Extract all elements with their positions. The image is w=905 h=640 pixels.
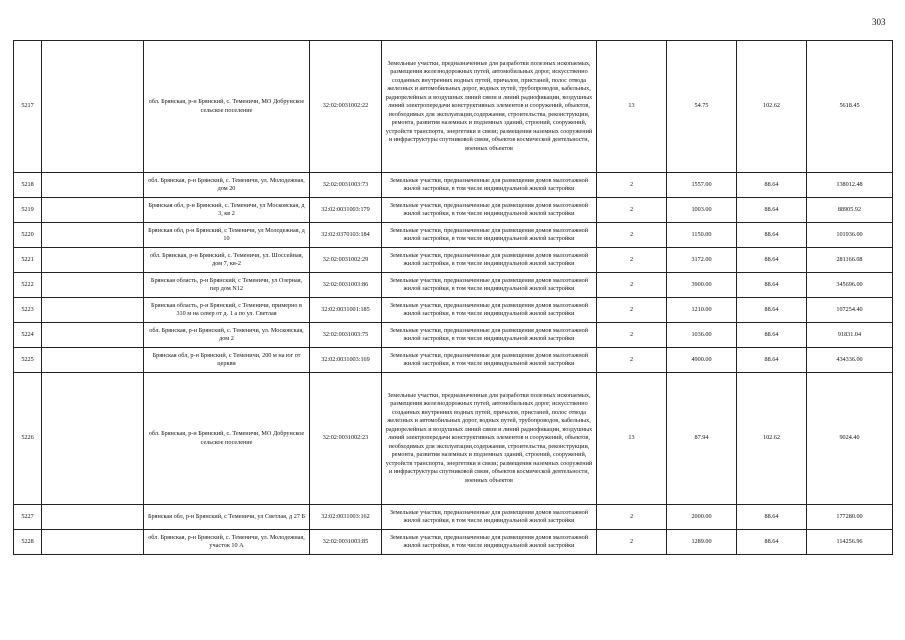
- rate-cell: 88.64: [737, 298, 807, 323]
- land-purpose-cell: Земельные участки, предназначенные для размещения домов малоэтажной жилой застройки, в том числе индивидуальной жилой застройки: [382, 505, 597, 530]
- row-number: 5217: [14, 41, 42, 173]
- cadastral-number-cell: 32:02:0031003:85: [310, 530, 382, 555]
- table-row: [14, 273, 893, 298]
- row-number: 5218: [14, 173, 42, 198]
- land-purpose-cell: Земельные участки, предназначенные для размещения домов малоэтажной жилой застройки, в том числе индивидуальной жилой застройки: [382, 348, 597, 373]
- row-number: 5222: [14, 273, 42, 298]
- land-register-table: [13, 40, 893, 555]
- land-purpose-cell: Земельные участки, предназначенные для разработки полезных ископаемых, размещения железнодорожных путей, автомобильных дорог, искусственно созданных внутренних водных путей, причалов, пристаней, полос отвода железных и автомобильных дорог, водных путей, трубопроводов, кабельных, радиорелейных и воздушных линий связи и линий радиофикации, воздушных линий электропередачи конструктивных элементов и сооружений, объектов, необходимых для эксплуатации,содержания, строительства, реконструкции, ремонта, развития наземных и подземных зданий, строений, сооружений, устройств транспорта, энергетики и связи; размещения наземных сооружений и инфраструктуры спутниковой связи, объектов космической деятельности, военных объектов: [382, 41, 597, 173]
- area-cell: 4900.00: [667, 348, 737, 373]
- rate-cell: 88.64: [737, 248, 807, 273]
- rate-cell: 88.64: [737, 273, 807, 298]
- area-cell: 1289.00: [667, 530, 737, 555]
- area-cell: 1210.00: [667, 298, 737, 323]
- category-code-cell: 2: [597, 348, 667, 373]
- blank-cell: [42, 373, 144, 505]
- area-cell: 54.75: [667, 41, 737, 173]
- row-number: 5223: [14, 298, 42, 323]
- row-number: 5227: [14, 505, 42, 530]
- row-number: 5220: [14, 223, 42, 248]
- blank-cell: [42, 505, 144, 530]
- table-row: [14, 41, 893, 173]
- blank-cell: [42, 198, 144, 223]
- table-row: [14, 298, 893, 323]
- area-cell: 1003.00: [667, 198, 737, 223]
- address-cell: Брянская область, р-н Брянский, с Теменичи, примерно в 310 м на север от д. 1 а по ул. Светлая: [144, 298, 310, 323]
- address-cell: обл. Брянская, р-н Брянский, с. Теменичи, МО Добрунское сельское поселение: [144, 41, 310, 173]
- page-number: 303: [872, 17, 886, 27]
- area-cell: 3900.00: [667, 273, 737, 298]
- table-row: [14, 348, 893, 373]
- category-code-cell: 2: [597, 323, 667, 348]
- address-cell: Брянская обл, р-н Брянский, с. Теменичи, ул Московская, д 3, кв 2: [144, 198, 310, 223]
- category-code-cell: 2: [597, 298, 667, 323]
- table-row: [14, 323, 893, 348]
- table-row: [14, 505, 893, 530]
- address-cell: обл. Брянская, р-н Брянский, с. Теменичи, ул. Московская, дом 2: [144, 323, 310, 348]
- blank-cell: [42, 223, 144, 248]
- address-cell: Брянская обл, р-н Брянский, с Теменичи, 200 м на юг от церкви: [144, 348, 310, 373]
- category-code-cell: 2: [597, 273, 667, 298]
- blank-cell: [42, 248, 144, 273]
- address-cell: Брянская обл, р-н Брянский, с Теменичи, ул Светлая, д 27 Б: [144, 505, 310, 530]
- cadastral-number-cell: 32:02:0031003:75: [310, 323, 382, 348]
- category-code-cell: 2: [597, 173, 667, 198]
- area-cell: 1036.00: [667, 323, 737, 348]
- cadastral-number-cell: 32:02:0031003:162: [310, 505, 382, 530]
- row-number: 5226: [14, 373, 42, 505]
- land-purpose-cell: Земельные участки, предназначенные для размещения домов малоэтажной жилой застройки, в том числе индивидуальной жилой застройки: [382, 173, 597, 198]
- cadastral-value-cell: 281166.08: [807, 248, 893, 273]
- category-code-cell: 2: [597, 530, 667, 555]
- category-code-cell: 2: [597, 505, 667, 530]
- land-purpose-cell: Земельные участки, предназначенные для размещения домов малоэтажной жилой застройки, в том числе индивидуальной жилой застройки: [382, 323, 597, 348]
- blank-cell: [42, 41, 144, 173]
- cadastral-number-cell: 32:02:0031002:23: [310, 373, 382, 505]
- blank-cell: [42, 323, 144, 348]
- rate-cell: 88.64: [737, 505, 807, 530]
- cadastral-number-cell: 32:02:0031003:179: [310, 198, 382, 223]
- blank-cell: [42, 173, 144, 198]
- cadastral-value-cell: 9024.40: [807, 373, 893, 505]
- area-cell: 1557.00: [667, 173, 737, 198]
- land-purpose-cell: Земельные участки, предназначенные для разработки полезных ископаемых, размещения железнодорожных путей, автомобильных дорог, искусственно созданных внутренних водных путей, причалов, пристаней, полос отвода железных и автомобильных дорог, водных путей, трубопроводов, кабельных, радиорелейных и воздушных линий связи и линий радиофикации, воздушных линий электропередачи конструктивных элементов и сооружений, объектов, необходимых для эксплуатации,содержания, строительства, реконструкции, ремонта, развития наземных и подземных зданий, строений, сооружений, устройств транспорта, энергетики и связи; размещения наземных сооружений и инфраструктуры спутниковой связи, объектов космической деятельности, военных объектов: [382, 373, 597, 505]
- cadastral-number-cell: 32:02:0031002:22: [310, 41, 382, 173]
- address-cell: обл. Брянская, р-н Брянский, с. Теменичи, ул. Молодежная, дом 20: [144, 173, 310, 198]
- address-cell: Брянская обл, р-н Брянский, с Теменичи, ул Молодежная, д 10: [144, 223, 310, 248]
- address-cell: обл. Брянская, р-н Брянский, с. Теменичи, ул. Молодежная, участок 10 А: [144, 530, 310, 555]
- table-row: [14, 223, 893, 248]
- cadastral-number-cell: 32:02:0370103:184: [310, 223, 382, 248]
- cadastral-value-cell: 91831.04: [807, 323, 893, 348]
- row-number: 5225: [14, 348, 42, 373]
- row-number: 5219: [14, 198, 42, 223]
- land-purpose-cell: Земельные участки, предназначенные для размещения домов малоэтажной жилой застройки, в том числе индивидуальной жилой застройки: [382, 198, 597, 223]
- category-code-cell: 2: [597, 248, 667, 273]
- category-code-cell: 13: [597, 41, 667, 173]
- area-cell: 3172.00: [667, 248, 737, 273]
- area-cell: 2000.00: [667, 505, 737, 530]
- blank-cell: [42, 530, 144, 555]
- cadastral-value-cell: 177280.00: [807, 505, 893, 530]
- address-cell: Брянская область, р-н Брянский, с Теменичи, ул Озерная, пер дом N12: [144, 273, 310, 298]
- category-code-cell: 2: [597, 223, 667, 248]
- row-number: 5221: [14, 248, 42, 273]
- category-code-cell: 2: [597, 198, 667, 223]
- cadastral-number-cell: 32:02:0031003:73: [310, 173, 382, 198]
- table-row: [14, 530, 893, 555]
- blank-cell: [42, 273, 144, 298]
- rate-cell: 88.64: [737, 348, 807, 373]
- rate-cell: 88.64: [737, 323, 807, 348]
- area-cell: 87.94: [667, 373, 737, 505]
- land-purpose-cell: Земельные участки, предназначенные для размещения домов малоэтажной жилой застройки, в том числе индивидуальной жилой застройки: [382, 530, 597, 555]
- cadastral-value-cell: 434336.00: [807, 348, 893, 373]
- cadastral-value-cell: 345696.00: [807, 273, 893, 298]
- land-purpose-cell: Земельные участки, предназначенные для размещения домов малоэтажной жилой застройки, в том числе индивидуальной жилой застройки: [382, 248, 597, 273]
- rate-cell: 88.64: [737, 223, 807, 248]
- row-number: 5228: [14, 530, 42, 555]
- land-purpose-cell: Земельные участки, предназначенные для размещения домов малоэтажной жилой застройки, в том числе индивидуальной жилой застройки: [382, 298, 597, 323]
- cadastral-number-cell: 32:02:0031002:29: [310, 248, 382, 273]
- row-number: 5224: [14, 323, 42, 348]
- table-row: [14, 173, 893, 198]
- rate-cell: 88.64: [737, 530, 807, 555]
- table-row: [14, 198, 893, 223]
- cadastral-value-cell: 114256.96: [807, 530, 893, 555]
- area-cell: 1150.00: [667, 223, 737, 248]
- rate-cell: 88.64: [737, 198, 807, 223]
- register-body: [14, 41, 893, 555]
- cadastral-value-cell: 107254.40: [807, 298, 893, 323]
- cadastral-value-cell: 5618.45: [807, 41, 893, 173]
- rate-cell: 88.64: [737, 173, 807, 198]
- address-cell: обл. Брянская, р-н Брянский, с. Теменичи, МО Добрунское сельское поселение: [144, 373, 310, 505]
- address-cell: обл. Брянская, р-н Брянский, с. Теменичи, ул. Шоссейная, дом 7, кв-2: [144, 248, 310, 273]
- land-purpose-cell: Земельные участки, предназначенные для размещения домов малоэтажной жилой застройки, в том числе индивидуальной жилой застройки: [382, 223, 597, 248]
- rate-cell: 102.62: [737, 41, 807, 173]
- category-code-cell: 13: [597, 373, 667, 505]
- land-purpose-cell: Земельные участки, предназначенные для размещения домов малоэтажной жилой застройки, в том числе индивидуальной жилой застройки: [382, 273, 597, 298]
- cadastral-value-cell: 138012.48: [807, 173, 893, 198]
- rate-cell: 102.62: [737, 373, 807, 505]
- cadastral-number-cell: 32:02:0031001:185: [310, 298, 382, 323]
- cadastral-number-cell: 32:02:0031003:86: [310, 273, 382, 298]
- blank-cell: [42, 298, 144, 323]
- blank-cell: [42, 348, 144, 373]
- table-row: [14, 248, 893, 273]
- cadastral-value-cell: 101936.00: [807, 223, 893, 248]
- cadastral-value-cell: 88905.92: [807, 198, 893, 223]
- table-row: [14, 373, 893, 505]
- cadastral-number-cell: 32:02:0031003:169: [310, 348, 382, 373]
